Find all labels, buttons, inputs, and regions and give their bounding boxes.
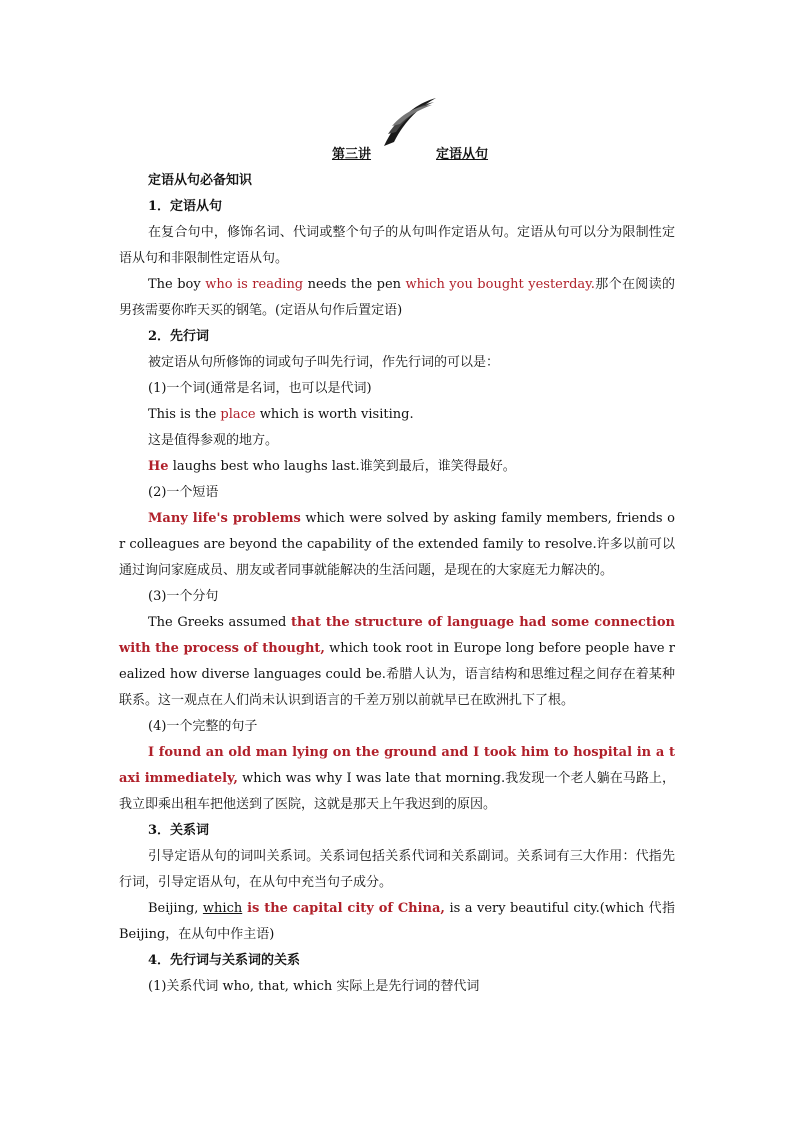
text: This is the (148, 407, 221, 422)
paragraph-definition: 在复合句中，修饰名词、代词或整个句子的从句叫作定语从句。定语从句可以分为限制性定语从句和非限制性定语从句。 (119, 225, 675, 266)
paragraph-relative-words: 引导定语从句的词叫关系词。关系词包括关系代词和关系副词。关系词有三大作用：代指先行词，引导定语从句，在从句中充当句子成分。 (119, 849, 675, 890)
highlight: which you bought yesterday. (405, 277, 595, 292)
item-phrase: (2)一个短语 (148, 485, 219, 500)
text: which took root in Europe long before people have realized how diverse languages could be.希腊人认为，语言结构和思维过程之间存在着某种联系。这一观点在人们尚未认识到语言的千差万别以前就早已在欧洲扎下了根。 (119, 641, 676, 708)
example-place-translation: 这是值得参观的地方。 (148, 433, 279, 448)
example-beijing (119, 896, 675, 948)
heading-attributive-clause: 1．定语从句 (148, 199, 223, 214)
text: Beijing, (148, 901, 203, 916)
highlight: place (220, 407, 256, 422)
highlight: is the capital city of China, (242, 901, 445, 916)
example-greeks (119, 610, 675, 714)
lesson-topic: 定语从句 (436, 147, 489, 162)
section-title: 定语从句必备知识 (148, 173, 253, 188)
example-life-problems (119, 506, 675, 584)
text: The Greeks assumed (148, 615, 291, 630)
highlight: Many life's problems (148, 511, 301, 526)
example-he-laughs (119, 454, 675, 480)
underlined-word: which (202, 901, 243, 916)
example-boy-pen (119, 272, 675, 324)
example-old-man (119, 740, 675, 818)
text: The boy (148, 277, 206, 292)
text: which were solved by asking family members, friends or colleagues are beyond the capability of the extended family to resolve.许多以前可以通过询问家庭成员、朋友或者同事就能解决的生活问题，是现在的大家庭无力解决的。 (119, 511, 675, 578)
text: is a very beautiful city.(which 代指 Beijing，在从句中作主语) (119, 901, 675, 942)
highlight: that the structure of language had some connection with the process of thought, (119, 615, 675, 656)
example-place (119, 402, 675, 428)
text: needs the pen (303, 277, 406, 292)
heading-antecedent-relation: 4．先行词与关系词的关系 (148, 953, 301, 968)
item-word: (1)一个词(通常是名词，也可以是代词) (148, 381, 372, 396)
heading-relative-words: 3．关系词 (148, 823, 210, 838)
highlight: I found an old man lying on the ground and I took him to hospital in a taxi immediately, (119, 745, 675, 786)
text: which is worth visiting. (255, 407, 414, 422)
swoosh-logo-icon (382, 96, 438, 148)
heading-antecedent: 2．先行词 (148, 329, 210, 344)
item-sentence: (4)一个完整的句子 (148, 719, 258, 734)
highlight: who is reading (205, 277, 304, 292)
text: laughs best who laughs last.谁笑到最后，谁笑得最好。 (168, 459, 516, 474)
highlight: He (148, 459, 169, 474)
paragraph-antecedent-intro: 被定语从句所修饰的词或句子叫先行词，作先行词的可以是： (148, 355, 500, 370)
text: 那个在阅读的男孩需要你昨天买的钢笔。(定语从句作后置定语) (119, 277, 675, 318)
text: which was why I was late that morning.我发现一个老人躺在马路上，我立即乘出租车把他送到了医院，这就是那天上午我迟到的原因。 (119, 771, 675, 812)
main-content (119, 168, 675, 1000)
item-relative-pronouns: (1)关系代词 who, that, which 实际上是先行词的替代词 (148, 979, 480, 994)
item-clause: (3)一个分句 (148, 589, 219, 604)
lesson-number: 第三讲 (332, 147, 372, 162)
